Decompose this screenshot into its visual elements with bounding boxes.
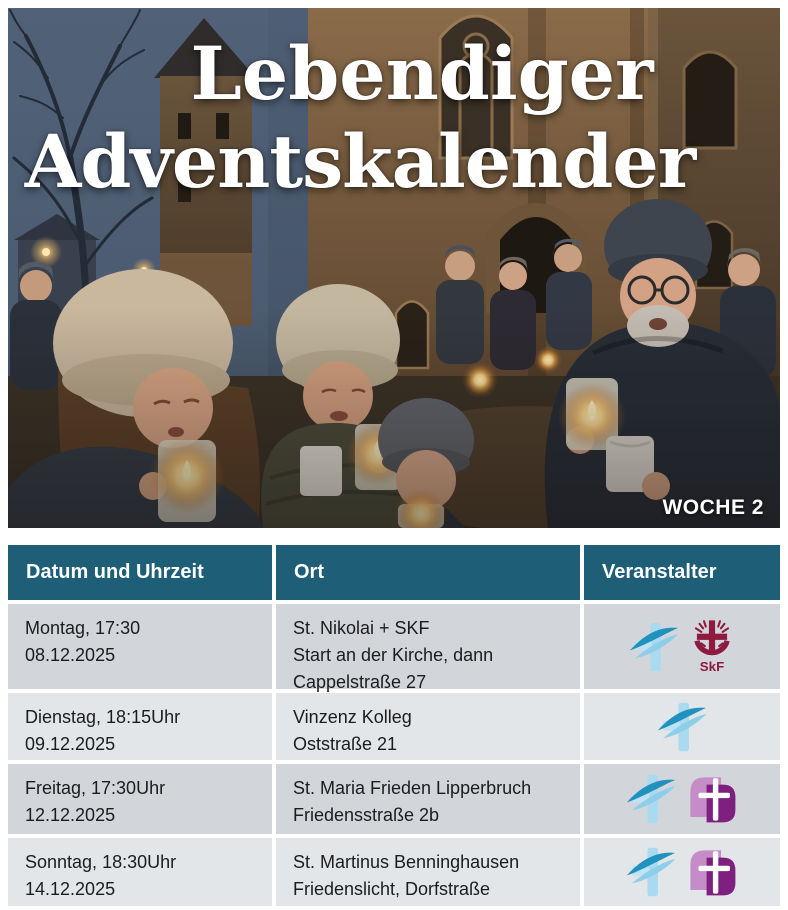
skf-logo-text: SkF: [699, 658, 725, 674]
table-row: [8, 604, 780, 692]
advent-photo: [8, 8, 780, 528]
poster-title-line1: Lebendiger: [190, 31, 654, 117]
location-line: St. Martinus Benninghausen: [293, 852, 520, 872]
table-row: [8, 693, 780, 760]
location-line: Friedensstraße 2b: [293, 805, 440, 825]
weekday-time: Montag, 17:30: [25, 618, 141, 638]
location-cell: [276, 693, 580, 760]
photo-vignette: [8, 308, 780, 528]
location-cell: [276, 604, 580, 692]
header-datum-uhrzeit: Datum und Uhrzeit: [8, 545, 272, 600]
location-line: Oststraße 21: [293, 734, 398, 754]
location-line: St. Nikolai + SKF: [293, 618, 430, 638]
parish-cross-wave-logo: [625, 844, 677, 900]
datetime-cell: [8, 764, 272, 834]
table-row: [8, 764, 780, 834]
location-cell: [276, 764, 580, 834]
table-row: [8, 838, 780, 906]
date: 08.12.2025: [25, 645, 116, 665]
date: 09.12.2025: [25, 734, 116, 754]
location-line: Vinzenz Kolleg: [293, 707, 412, 727]
date: 12.12.2025: [25, 805, 116, 825]
weekday-time: Sonntag, 18:30Uhr: [25, 852, 177, 872]
header-veranstalter: Veranstalter: [584, 545, 780, 600]
date: 14.12.2025: [25, 879, 116, 899]
poster-title-line2: Adventskalender: [24, 119, 696, 205]
datetime-cell: [8, 693, 272, 760]
poster-title: [8, 30, 780, 206]
schedule-table: [8, 545, 780, 906]
location-line: Start an der Kirche, dann: [293, 645, 494, 665]
location-line: St. Maria Frieden Lipperbruch: [293, 778, 532, 798]
table-header-row: [8, 545, 780, 600]
skf-logo: [688, 618, 736, 676]
parish-cross-wave-logo: [656, 699, 708, 755]
organizer-cell: [584, 693, 780, 760]
skf-logo-graphic: [688, 618, 736, 676]
weekday-time: Freitag, 17:30Uhr: [25, 778, 166, 798]
location-line: Friedenslicht, Dorfstraße: [293, 879, 491, 899]
weekday-time: Dienstag, 18:15Uhr: [25, 707, 181, 727]
organizer-cell: [584, 604, 780, 689]
maria-frieden-cross-logo: [685, 845, 739, 899]
maria-frieden-cross-logo: [685, 772, 739, 826]
organizer-cell: [584, 838, 780, 906]
datetime-cell: [8, 604, 272, 689]
week-badge: WOCHE 2: [662, 496, 764, 519]
header-ort: Ort: [276, 545, 580, 600]
parish-cross-wave-logo: [628, 619, 680, 675]
organizer-cell: [584, 764, 780, 834]
location-cell: [276, 838, 580, 906]
parish-cross-wave-logo: [625, 771, 677, 827]
location-line: Cappelstraße 27: [293, 672, 427, 692]
datetime-cell: [8, 838, 272, 906]
